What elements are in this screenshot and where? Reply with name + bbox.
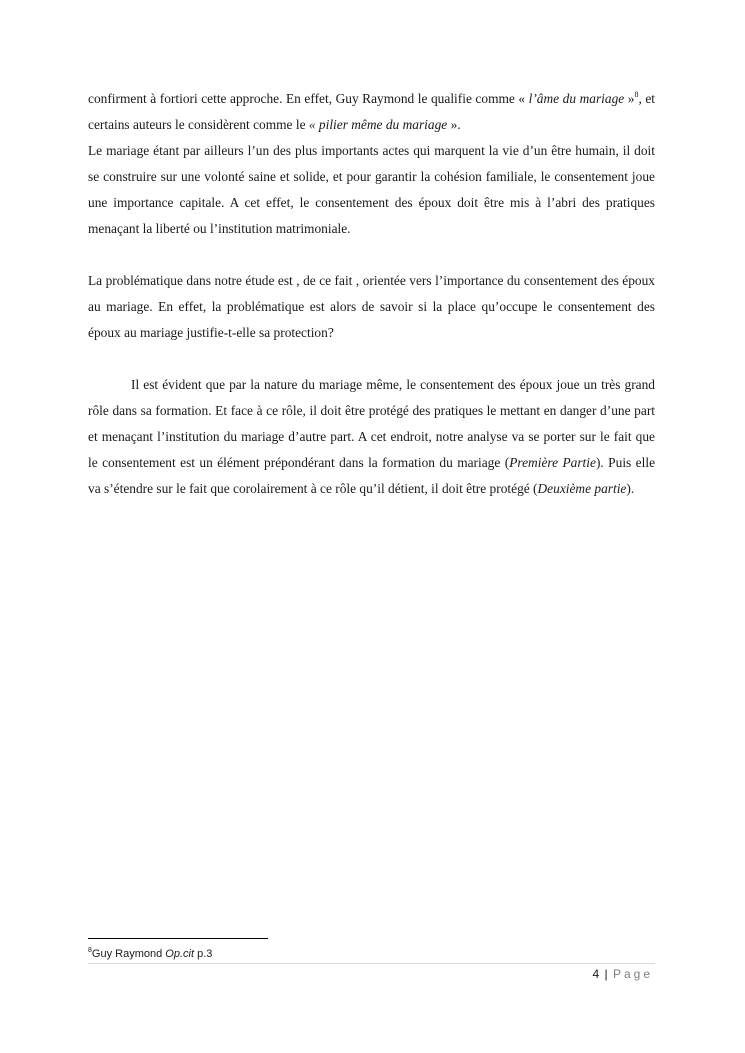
text-run: confirment à fortiori cette approche. En effet, Guy Raymond le qualifie comme « (88, 91, 529, 106)
body-text (88, 86, 655, 502)
paragraph-2: Le mariage étant par ailleurs l’un des plus importants actes qui marquent la vie d’un être humain, il doit se construire sur une volonté saine et solide, et pour garantir la cohésion familiale, le consentement joue une importance capitale. A cet effet, le consentement des époux doit être mis à l’abri des pratiques menaçant la liberté ou l’institution matrimoniale. (88, 143, 655, 236)
text-run: ). Puis elle va s’étendre sur le fait que corolairement à ce rôle qu’il détient, il doit être protégé ( (88, 455, 656, 496)
text-run: ». (447, 117, 461, 132)
page-separator: | (604, 967, 608, 981)
page-footer (592, 966, 653, 982)
italic-part-title: Deuxième partie (537, 481, 627, 496)
footnote-author: Guy Raymond (91, 948, 166, 960)
page-label: Page (612, 967, 653, 981)
footnote (88, 946, 212, 962)
text-run: ). (626, 481, 635, 496)
footnote-page: p.3 (194, 948, 213, 960)
italic-quote: « pilier même du mariage (308, 117, 448, 132)
footnote-reference-text: Op.cit (165, 948, 195, 960)
paragraph-1 (88, 86, 655, 138)
footer-divider (88, 963, 655, 964)
italic-part-title: Première Partie (509, 455, 596, 470)
paragraph-4 (88, 372, 655, 502)
footnote-number: 8 (88, 947, 92, 954)
footnote-reference[interactable]: 8 (634, 90, 639, 99)
paragraph-3: La problématique dans notre étude est , de ce fait , orientée vers l’importance du consentement des époux au mariage. En effet, la problématique est alors de savoir si la place qu’occupe le consentement des époux au mariage justifie-t-elle sa protection? (88, 273, 655, 340)
text-run: , et certains auteurs le considèrent comme le (88, 91, 656, 132)
text-run: » (624, 91, 635, 106)
paragraph-spacer (88, 242, 655, 268)
text-run: Il est évident que par la nature du mariage même, le consentement des époux joue un très grand rôle dans sa formation. Et face à ce rôle, il doit être protégé des pratiques le mettant en danger d’une part et menaçant l’institution du mariage d’autre part. A cet endroit, notre analyse va se porter sur le fait que le consentement est un élément prépondérant dans la formation du mariage ( (88, 377, 655, 470)
footnote-separator (88, 938, 268, 939)
italic-quote: l’âme du mariage (528, 91, 625, 106)
page-number: 4 (592, 967, 600, 981)
paragraph-spacer (88, 346, 655, 372)
